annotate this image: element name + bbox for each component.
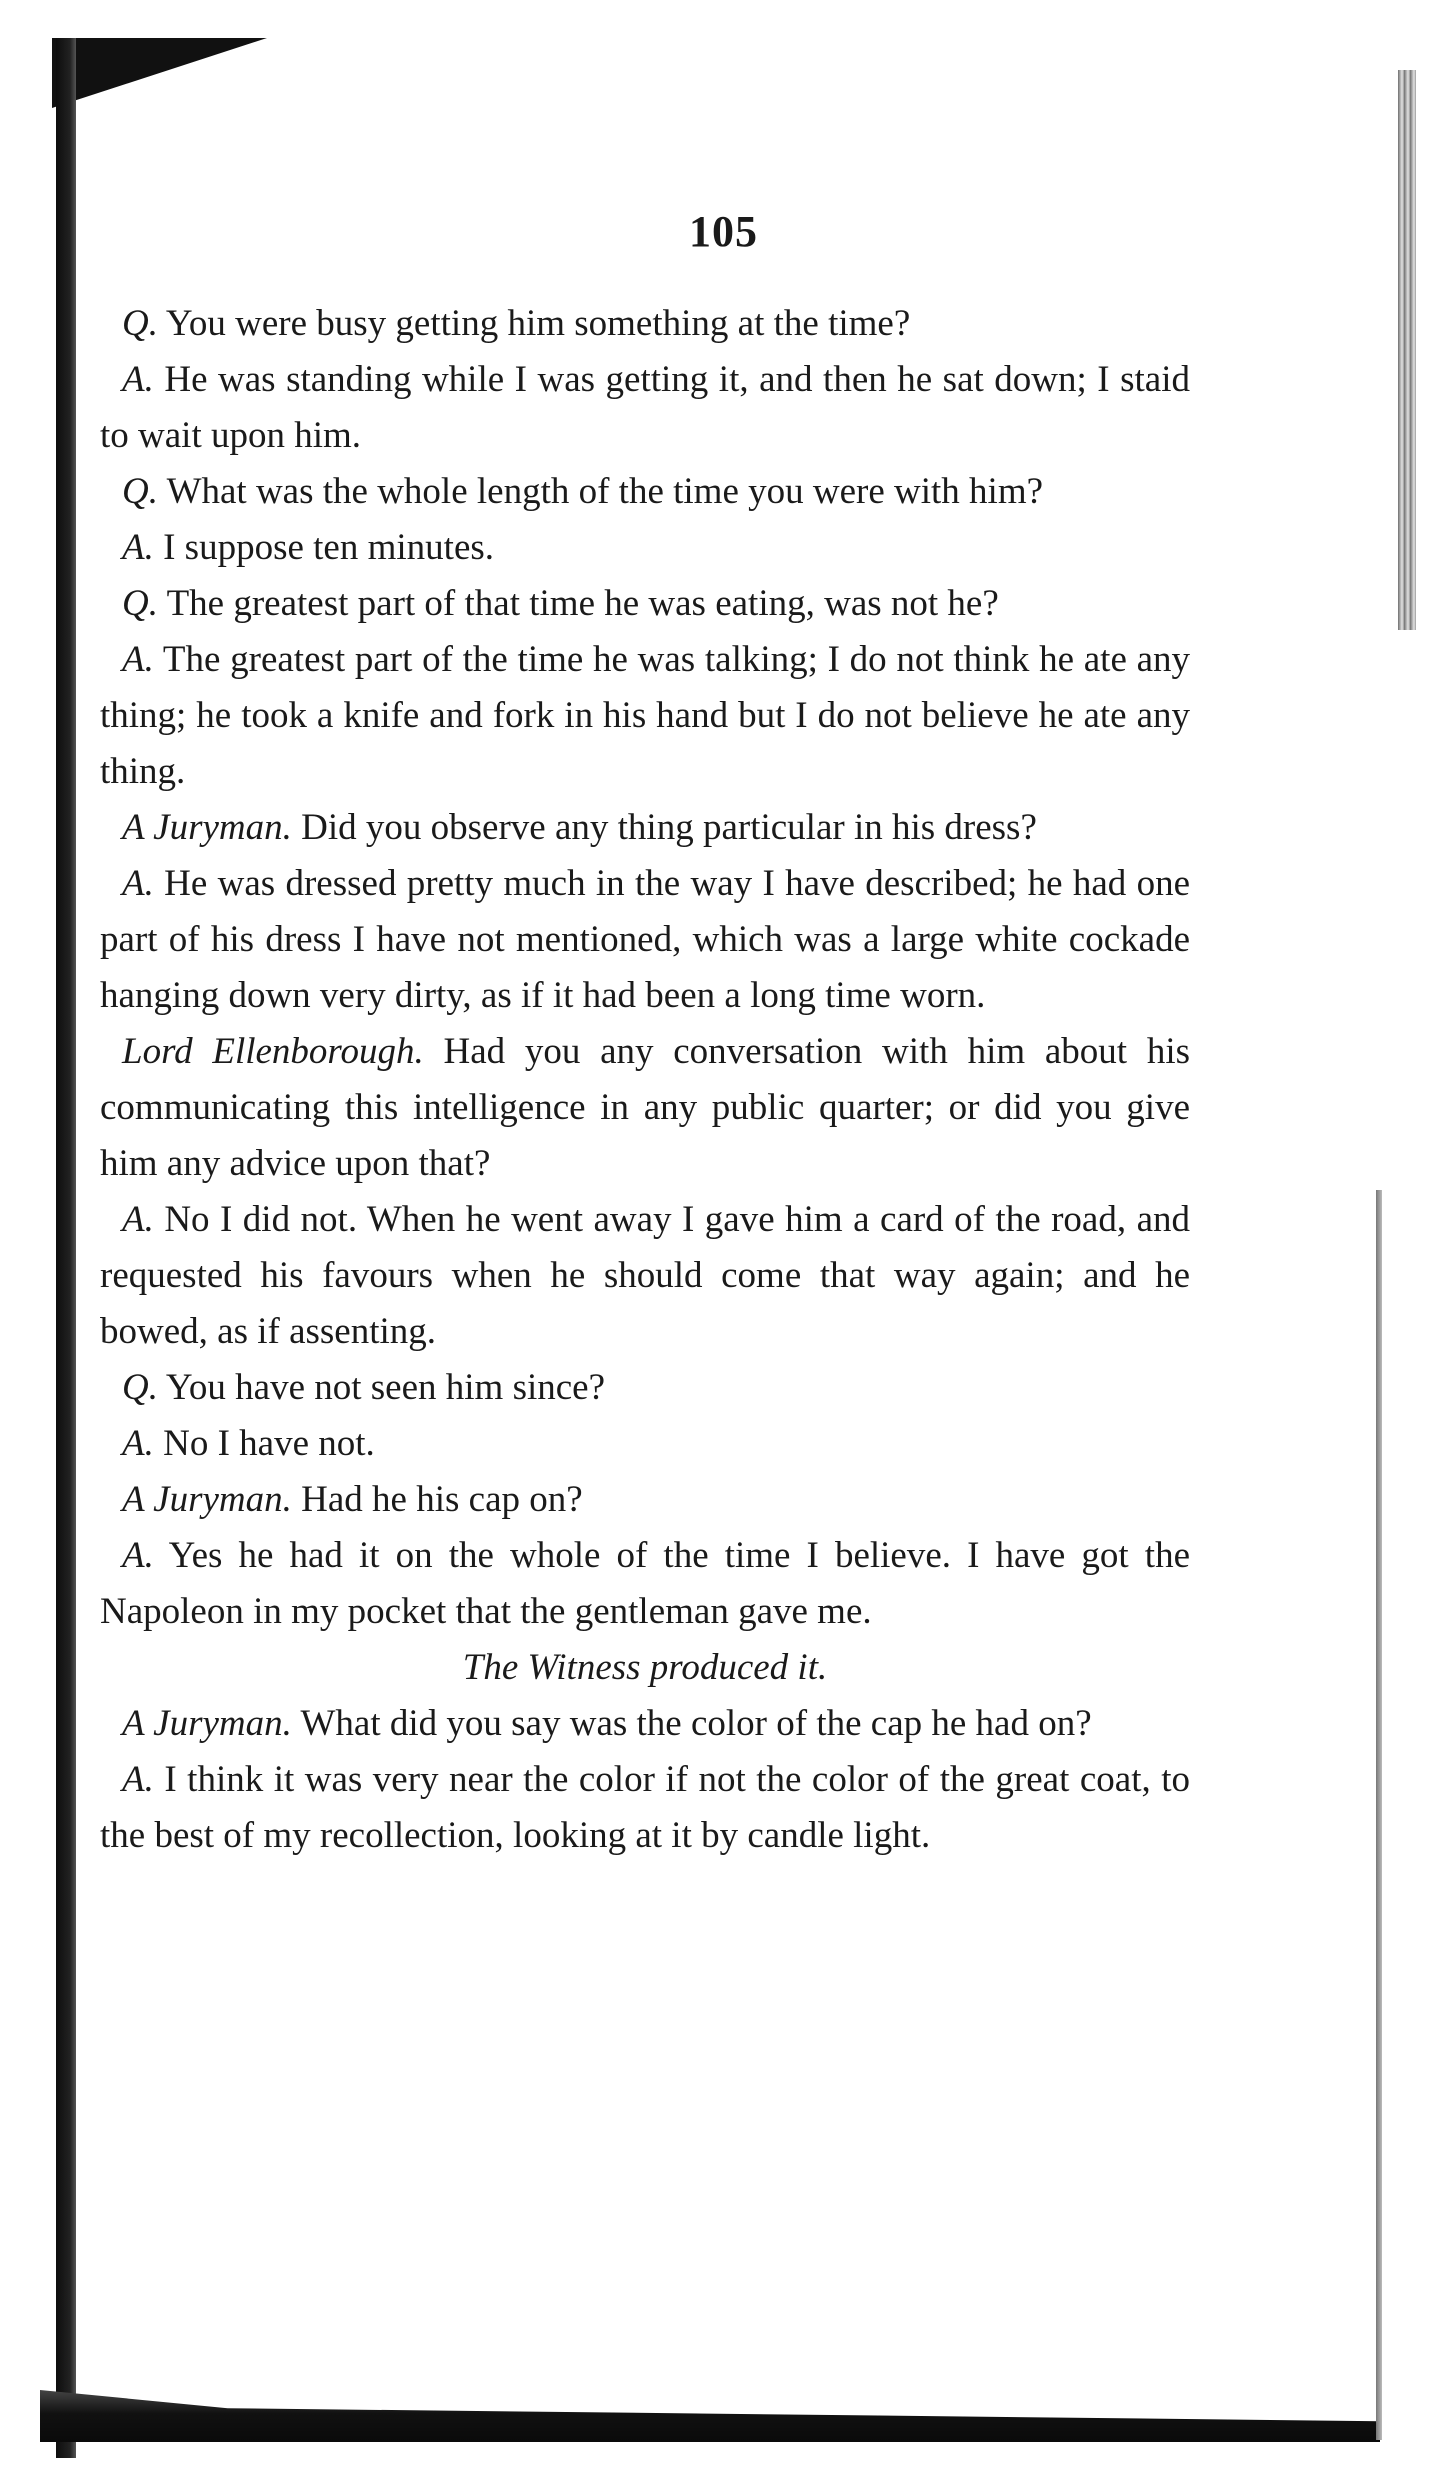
paragraph	[100, 296, 1190, 352]
paragraph-text: No I have not.	[163, 1423, 375, 1464]
paragraph-text: The greatest part of that time he was eating, was not he?	[166, 583, 999, 624]
speaker-label: A.	[122, 863, 154, 904]
paragraph	[100, 1024, 1190, 1192]
speaker-label: A Juryman.	[122, 1703, 292, 1744]
speaker-label: Q.	[122, 471, 158, 512]
stage-direction: The Witness produced it.	[462, 1647, 828, 1688]
speaker-label: A.	[122, 639, 154, 680]
speaker-label: Lord Ellenborough.	[122, 1031, 424, 1072]
paragraph-text: I suppose ten minutes.	[163, 527, 495, 568]
paragraph	[100, 1528, 1190, 1640]
paragraph-text: He was standing while I was getting it, and then he sat down; I staid to wait upon him.	[100, 359, 1190, 456]
speaker-label: A.	[122, 1535, 154, 1576]
page-body	[100, 296, 1190, 1864]
paragraph-text: What did you say was the color of the cap he had on?	[300, 1703, 1092, 1744]
paragraph-text: Yes he had it on the whole of the time I believe. I have got the Napoleon in my pocket that the gentleman gave me.	[100, 1535, 1190, 1632]
paragraph-text: What was the whole length of the time you were with him?	[166, 471, 1044, 512]
paragraph	[100, 1360, 1190, 1416]
paragraph-text: You have not seen him since?	[165, 1367, 606, 1408]
paragraph	[100, 520, 1190, 576]
speaker-label: Q.	[122, 1367, 158, 1408]
paragraph-text: You were busy getting him something at the time?	[165, 303, 911, 344]
paragraph	[100, 352, 1190, 464]
paragraph	[100, 1416, 1190, 1472]
paragraph-text: The greatest part of the time he was talking; I do not think he ate any thing; he took a knife and fork in his hand but I do not believe he ate any thing.	[100, 639, 1190, 792]
scan-edge-top	[52, 38, 267, 108]
paragraph-text: Had you any conversation with him about his communicating this intelligence in any public quarter; or did you give him any advice upon that?	[100, 1031, 1191, 1184]
speaker-label: A.	[122, 359, 154, 400]
paragraph	[100, 1696, 1190, 1752]
paragraph-text: Had he his cap on?	[301, 1479, 583, 1520]
paragraph	[100, 856, 1190, 1024]
speaker-label: A Juryman.	[122, 807, 292, 848]
paragraph	[100, 464, 1190, 520]
speaker-label: A.	[122, 1423, 154, 1464]
scan-edge-right	[1376, 1190, 1382, 2440]
paragraph	[100, 632, 1190, 800]
scan-edge-bottom	[40, 2390, 1380, 2442]
paragraph	[100, 800, 1190, 856]
speaker-label: Q.	[122, 303, 158, 344]
paragraph-text: I think it was very near the color if not the color of the great coat, to the best of my recollection, looking at it by candle light.	[100, 1759, 1191, 1856]
speaker-label: A.	[122, 527, 154, 568]
speaker-label: A.	[122, 1759, 154, 1800]
speaker-label: A.	[122, 1199, 154, 1240]
paragraph	[100, 576, 1190, 632]
paragraph-text: He was dressed pretty much in the way I have described; he had one part of his dress I have not mentioned, which was a large white cockade hanging down very dirty, as if it had been a long time worn.	[100, 863, 1190, 1016]
speaker-label: A Juryman.	[122, 1479, 292, 1520]
paragraph	[100, 1752, 1190, 1864]
scan-gutter	[1398, 70, 1416, 630]
paragraph-text: No I did not. When he went away I gave him a card of the road, and requested his favours when he should come that way again; and he bowed, as if assenting.	[100, 1199, 1190, 1352]
scan-edge-left	[56, 38, 76, 2458]
paragraph	[100, 1192, 1190, 1360]
paragraph	[100, 1472, 1190, 1528]
page-number: 105	[689, 207, 758, 256]
paragraph-text: Did you observe any thing particular in his dress?	[301, 807, 1037, 848]
speaker-label: Q.	[122, 583, 158, 624]
